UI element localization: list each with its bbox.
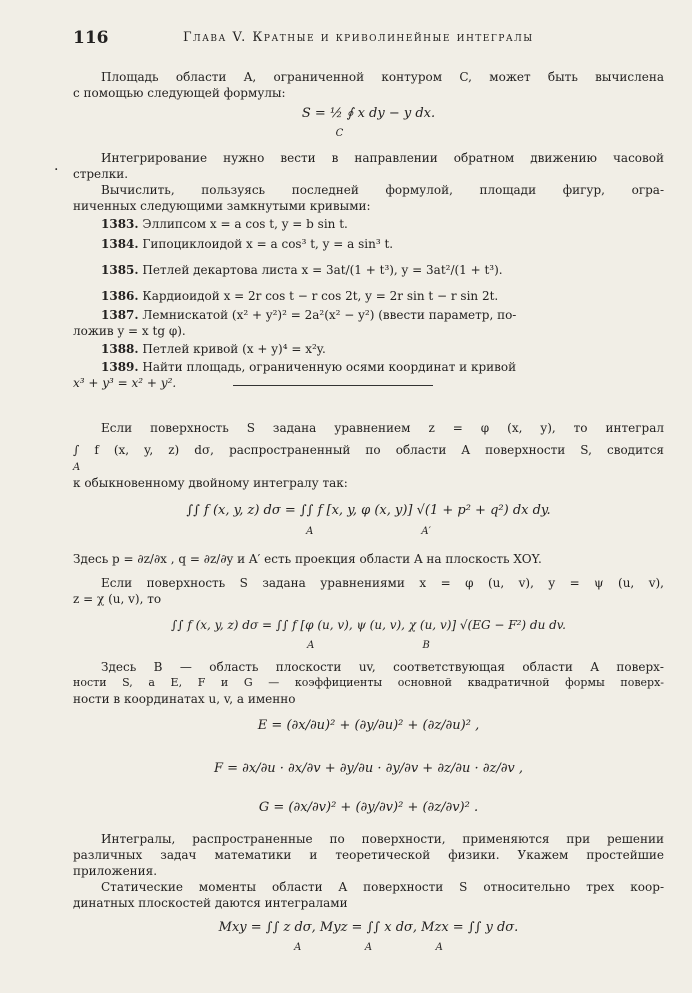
text-line: Вычислить, пользуясь последней формулой, площади фигур, огра-	[101, 183, 664, 197]
problem-text: Лемнискатой (x² + y²)² = 2a²(x² − y²) (ввести параметр, по-	[142, 308, 517, 322]
text-line: Площадь области A, ограниченной контуром C, может быть вычислена	[101, 70, 664, 84]
text-line: Интегралы, распространенные по поверхности, применяются при решении	[101, 832, 664, 846]
text-line: ности S, а E, F и G — коэффициенты основной квадратичной формы поверх-	[73, 676, 664, 689]
section-divider	[233, 385, 433, 386]
formula-area: S = ½ ∮ x dy − y dx.	[301, 106, 436, 121]
text-line: Статические моменты области A поверхности S относительно трех коор-	[101, 880, 664, 894]
problem-text: Эллипсом x = a cos t, y = b sin t.	[142, 217, 348, 231]
text-line: Здесь p = ∂z/∂x , q = ∂z/∂y и A′ есть проекция области A на плоскость XOY.	[73, 552, 542, 566]
problem-1387	[73, 307, 664, 323]
text-line: Интегрирование нужно вести в направлении обратном движению часовой	[101, 151, 664, 165]
problem-text: Кардиоидой x = 2r cos t − r cos 2t, y = 2r sin t − r sin 2t.	[142, 289, 499, 303]
problem-number: 1389.	[101, 360, 139, 374]
formula-moments: Mxy = ∫∫ z dσ, Myz = ∫∫ x dσ, Mzx = ∫∫ y dσ.	[218, 920, 519, 935]
text-line: приложения.	[73, 864, 158, 878]
text-line: Если поверхность S задана уравнениями x = φ (u, v), y = ψ (u, v),	[101, 576, 664, 590]
text-line: к обыкновенному двойному интегралу так:	[73, 476, 348, 490]
problem-1389-cont: x³ + y³ = x² + y².	[73, 376, 177, 390]
problem-1388	[73, 341, 664, 357]
problem-1387-cont: ложив y = x tg φ).	[73, 324, 186, 338]
problem-text: Гипоциклоидой x = a cos³ t, y = a sin³ t.	[142, 237, 394, 251]
text-line: различных задач математики и теоретической физики. Укажем простейшие	[73, 848, 664, 862]
problem-text: Найти площадь, ограниченную осями координат и кривой	[142, 360, 517, 374]
problem-text: Петлей декартова листа x = 3at/(1 + t³), y = 3at²/(1 + t³).	[142, 263, 503, 277]
formula-e: E = (∂x/∂u)² + (∂y/∂u)² + (∂z/∂u)² ,	[257, 718, 480, 733]
text-line: z = χ (u, v), то	[73, 592, 162, 606]
formula-area: ∫∫ f (x, y, z) dσ = ∫∫ f [φ (u, v), ψ (u, v), χ (u, v)] √(EG − F²) du dv.	[171, 618, 566, 632]
text-line: ниченных следующими замкнутыми кривыми:	[73, 199, 371, 213]
problem-text: Петлей кривой (x + y)⁴ = x²y.	[142, 342, 326, 356]
formula-area: ∫∫ f (x, y, z) dσ = ∫∫ f [x, y, φ (x, y)] √(1 + p² + q²) dx dy.	[186, 503, 551, 518]
integral-subscript: A	[73, 462, 81, 473]
problem-1384	[73, 236, 664, 252]
text-line: стрелки.	[73, 167, 129, 181]
formula-subscript: A B	[307, 640, 430, 651]
problem-number: 1386.	[101, 289, 139, 303]
formula-g: G = (∂x/∂v)² + (∂y/∂v)² + (∂z/∂v)² .	[258, 800, 479, 815]
text-line: ∫ f (x, y, z) dσ, распространенный по области A поверхности S, сводится	[73, 443, 664, 457]
problem-1389	[73, 359, 664, 375]
problem-number: 1388.	[101, 342, 139, 356]
problem-1385	[73, 262, 664, 278]
formula-subscript: A A A	[294, 942, 443, 953]
problem-number: 1387.	[101, 308, 139, 322]
text-line: Здесь B — область плоскости uv, соответствующая области A поверх-	[101, 660, 664, 674]
problem-number: 1384.	[101, 237, 139, 251]
page-header	[73, 28, 652, 52]
problem-number: 1385.	[101, 263, 139, 277]
problem-number: 1383.	[101, 217, 139, 231]
page-number: 116	[73, 28, 109, 48]
formula-f: F = ∂x/∂u · ∂x/∂v + ∂y/∂u · ∂y/∂v + ∂z/∂u · ∂z/∂v ,	[213, 761, 524, 776]
running-title: Глава V. Кратные и криволинейные интегралы	[183, 30, 534, 45]
text-line: динатных плоскостей даются интегралами	[73, 896, 348, 910]
problem-1383	[73, 216, 664, 232]
problem-1386	[73, 288, 664, 304]
text-line: Если поверхность S задана уравнением z = φ (x, y), то интеграл	[101, 421, 664, 435]
text-line: ности в координатах u, v, а именно	[73, 692, 296, 706]
print-speck: .	[54, 158, 59, 174]
formula-subscript: A A′	[306, 526, 431, 537]
formula-subscript: C	[335, 128, 344, 139]
text-line: с помощью следующей формулы:	[73, 86, 286, 100]
